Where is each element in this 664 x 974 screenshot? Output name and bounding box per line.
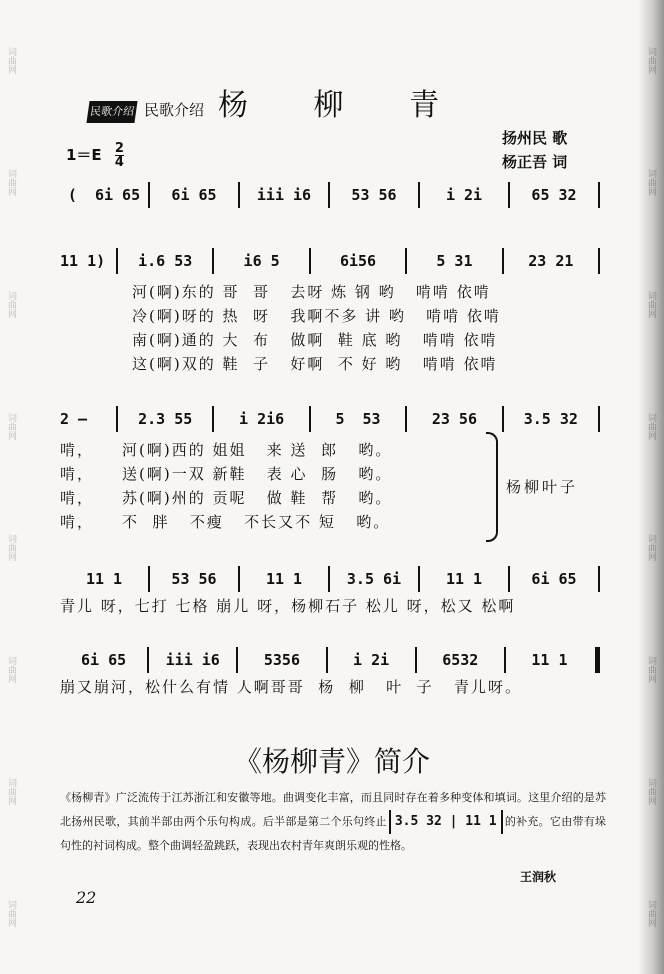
measure: i 2i6: [239, 410, 285, 428]
measure: 5356: [263, 651, 300, 669]
watermark-text: 词曲网: [646, 169, 656, 197]
score-line-5: [60, 645, 600, 699]
measure: 6i 65: [81, 651, 127, 669]
left-margin-watermark: [0, 0, 22, 974]
measure: iii i6: [165, 651, 220, 669]
time-signature: [115, 142, 124, 169]
refrain-lead: [60, 438, 94, 534]
lyric-brace: [486, 432, 498, 542]
lyricist-credit: 杨正吾 词: [502, 153, 568, 171]
composer-credit: 扬州民 歌: [502, 129, 568, 147]
watermark-text: 词曲网: [6, 290, 16, 318]
measure: 11 1: [85, 570, 123, 588]
score-line-4: [60, 564, 600, 618]
lyric-line: 啃，: [60, 489, 95, 507]
lyric-line: 崩又崩河，松什么有情 人啊哥哥 杨 柳 叶 子 青儿呀。: [60, 678, 522, 696]
lyric-line: 啃，: [60, 441, 95, 459]
lyric-line: 河(啊)东的 哥 哥 去呀 炼 钢 哟 啃啃 依啃: [132, 283, 491, 301]
measure: 3.5 6i: [346, 570, 402, 588]
key-signature: [66, 142, 124, 169]
intro-text-2: 的补充。它由带有垛句性的衬词构成。整个曲调轻盈跳跃，表现出农村青年爽朗乐观的性格。: [60, 815, 607, 852]
measure: 11 1: [531, 651, 568, 669]
watermark-text: 词曲网: [6, 412, 16, 440]
measure: 23 56: [431, 410, 477, 428]
lyric-line: 送(啊)一双 新鞋 表 心 肠 哟。: [122, 465, 393, 483]
time-bottom: 4: [114, 155, 124, 170]
watermark-text: 词曲网: [646, 290, 656, 318]
watermark-text: 词曲网: [6, 47, 16, 75]
measure: 53 56: [351, 186, 397, 204]
measure: i 2i: [353, 651, 390, 669]
key-label: 1＝E: [66, 146, 102, 164]
refrain-lyrics: [122, 438, 392, 534]
watermark-text: 词曲网: [646, 656, 656, 684]
intro-paragraph: [60, 786, 606, 858]
lyric-line: 河(啊)西的 姐姐 来 送 郎 哟。: [122, 441, 393, 459]
lyric-line: 南(啊)通的 大 布 做啊 鞋 底 哟 啃啃 依啃: [132, 331, 498, 349]
watermark-text: 词曲网: [6, 169, 16, 197]
final-barline: [595, 647, 600, 673]
measure: iii i6: [256, 186, 312, 204]
watermark-text: 词曲网: [6, 777, 16, 805]
lyric-line: 冷(啊)呀的 热 呀 我啊不多 讲 哟 啃啃 依啃: [132, 307, 501, 325]
page-number: 22: [76, 888, 97, 907]
intro-text-1: 《杨柳青》广泛流传于江苏浙江和安徽等地。曲调变化丰富，而且同时存在着多种变体和填词。这里介绍的是苏北扬州民歌，其前半部由两个乐句构成。后半部是第二个乐句终止: [60, 791, 606, 828]
watermark-text: 词曲网: [6, 656, 16, 684]
measure: 23 21: [528, 252, 574, 270]
measure-prefix: 11 1): [60, 252, 106, 270]
measure: 2.3 55: [138, 410, 193, 428]
measure: 5 53: [335, 410, 381, 428]
measure: 6i 65: [171, 186, 217, 204]
column-logo: 民歌介绍: [86, 101, 137, 123]
measure: 11 1: [445, 570, 483, 588]
credits: [502, 126, 567, 174]
page-header: [88, 80, 467, 124]
column-name: 民歌介绍: [144, 101, 205, 119]
right-margin-watermark: [638, 0, 664, 974]
measure: 6i 65: [531, 570, 577, 588]
lyric-line: 苏(啊)州的 贡呢 做 鞋 帮 哟。: [122, 489, 393, 507]
measure: 6532: [442, 651, 479, 669]
measure: 11 1: [265, 570, 303, 588]
brace-label: 杨柳叶子: [506, 478, 579, 496]
lyric-line: 啃，: [60, 465, 95, 483]
watermark-text: 词曲网: [646, 47, 656, 75]
measure: 3.5 32: [523, 410, 578, 428]
inline-notation: 3.5 32 | 11 1: [389, 810, 503, 834]
measure: 53 56: [171, 570, 217, 588]
watermark-text: 词曲网: [646, 412, 656, 440]
measure: i 2i: [445, 186, 483, 204]
measure: i.6 53: [138, 252, 193, 270]
measure-prefix: 2 —: [60, 410, 88, 428]
lyric-line: 这(啊)双的 鞋 子 好啊 不 好 哟 啃啃 依啃: [132, 355, 498, 373]
measure: 6i56: [339, 252, 377, 270]
score-line-1: [60, 180, 600, 210]
watermark-text: 词曲网: [6, 534, 16, 562]
measure: i6 5: [243, 252, 280, 270]
measure: ( 6i 65: [67, 186, 141, 204]
time-top: 2: [114, 141, 124, 156]
watermark-text: 词曲网: [646, 777, 656, 805]
intro-heading: 《杨柳青》简介: [233, 745, 430, 778]
score-line-3: [60, 404, 600, 434]
watermark-text: 词曲网: [6, 899, 16, 927]
watermark-text: 词曲网: [646, 534, 656, 562]
measure: 5 31: [436, 252, 473, 270]
measure: 65 32: [531, 186, 577, 204]
verse-lyrics: [132, 280, 501, 376]
lyric-line: 青儿 呀，七打 七格 崩儿 呀，杨柳石子 松儿 呀，松又 松啊: [60, 597, 516, 615]
watermark-text: 词曲网: [646, 899, 656, 927]
author: 王润秋: [520, 870, 557, 884]
lyric-line: 不 胖 不瘦 不长又不 短 哟。: [122, 513, 391, 531]
lyric-line: 啃，: [60, 513, 95, 531]
score-line-2: [60, 246, 600, 276]
song-title: 杨 柳 青: [218, 88, 468, 123]
